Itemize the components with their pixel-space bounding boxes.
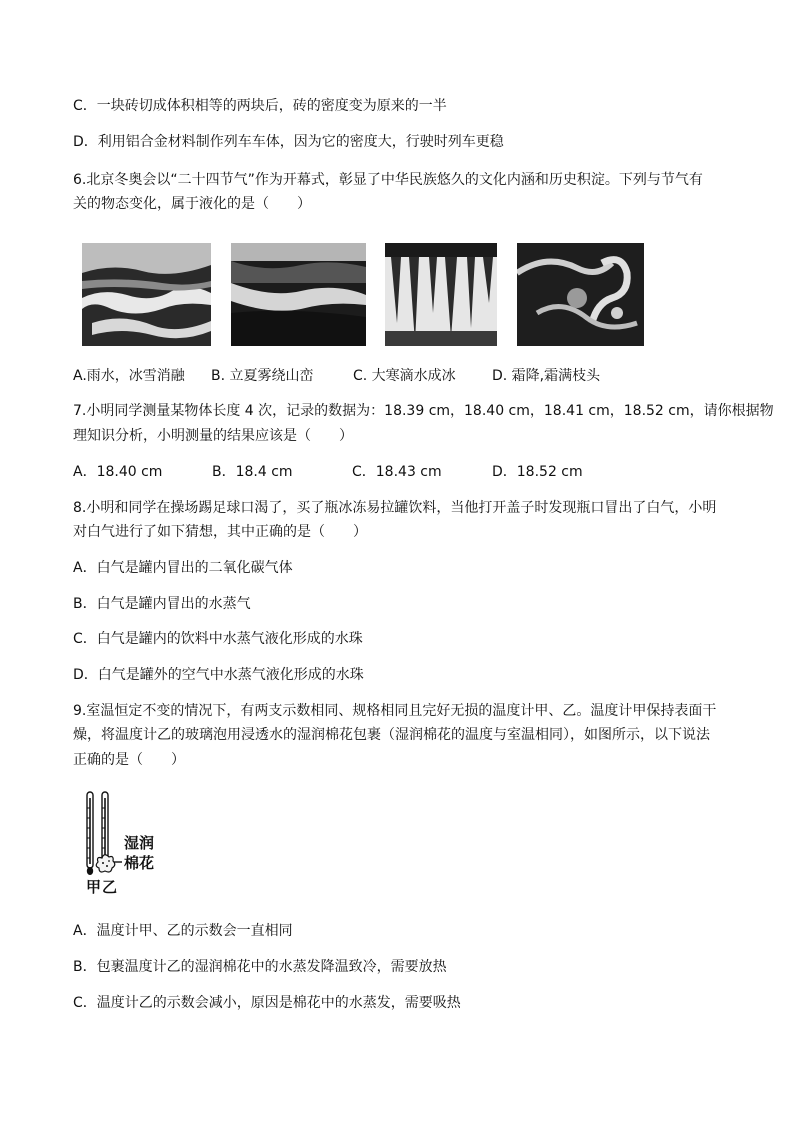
q5-option-d: D．利用铝合金材料制作列车车体，因为它的密度大，行驶时列车更稳 [73, 134, 504, 150]
q6-option-d: D. 霜降,霜满枝头 [492, 368, 601, 384]
q7-stem-line1: 7.小明同学测量某物体长度 4 次，记录的数据为：18.39 cm，18.40 cm，18.41 cm，18.52 cm，请你根据物 [73, 403, 774, 419]
q6-stem-line1: 6.北京冬奥会以“二十四节气”作为开幕式，彰显了中华民族悠久的文化内涵和历史积淀。下列与节气有 [73, 172, 703, 188]
q9-option-c: C．温度计乙的示数会减小，原因是棉花中的水蒸发，需要吸热 [73, 995, 461, 1011]
q6-option-b: B. 立夏雾绕山峦 [211, 368, 314, 384]
q7-stem-line2: 理知识分析，小明测量的结果应该是（ ） [73, 428, 353, 444]
q7-option-d: D．18.52 cm [492, 464, 583, 480]
q6-image-a-snow-melt [82, 243, 211, 346]
q8-option-c: C．白气是罐内的饮料中水蒸气液化形成的水珠 [73, 631, 363, 647]
label-wet: 湿润 [124, 834, 155, 852]
q8-stem-line2: 对白气进行了如下猜想，其中正确的是（ ） [73, 524, 367, 540]
q7-option-a: A．18.40 cm [73, 464, 163, 480]
thermometer-yi [102, 792, 108, 864]
q9-option-b: B．包裹温度计乙的湿润棉花中的水蒸发降温致冷，需要放热 [73, 959, 447, 975]
q5-option-c: C．一块砖切成体积相等的两块后，砖的密度变为原来的一半 [73, 98, 447, 114]
q7-option-b: B．18.4 cm [212, 464, 293, 480]
q6-stem-line2: 关的物态变化，属于液化的是（ ） [73, 196, 311, 212]
q6-image-d-frost-branches [517, 243, 644, 346]
q6-image-c-icicles [385, 243, 497, 346]
q9-stem-line3: 正确的是（ ） [73, 752, 185, 768]
q8-option-b: B．白气是罐内冒出的水蒸气 [73, 596, 251, 612]
q6-option-a: A.雨水，冰雪消融 [73, 368, 185, 384]
q6-option-c: C. 大寒滴水成冰 [353, 368, 456, 384]
q9-thermometer-figure [84, 788, 164, 896]
wet-cotton [96, 855, 115, 872]
q9-stem-line1: 9.室温恒定不变的情况下，有两支示数相同、规格相同且完好无损的温度计甲、乙。温度计甲保持表面干 [73, 703, 717, 719]
q7-option-c: C．18.43 cm [352, 464, 442, 480]
q6-image-b-fog-mountains [231, 243, 366, 346]
q9-option-a: A．温度计甲、乙的示数会一直相同 [73, 923, 293, 939]
q8-stem-line1: 8.小明和同学在操场踢足球口渴了，买了瓶冰冻易拉罐饮料，当他打开盖子时发现瓶口冒出了白气，小明 [73, 500, 717, 516]
label-cotton: 棉花 [124, 854, 155, 872]
q8-option-a: A．白气是罐内冒出的二氧化碳气体 [73, 560, 293, 576]
label-yi: 乙 [102, 878, 118, 896]
thermometer-jia [87, 792, 93, 875]
label-jia: 甲 [86, 878, 102, 896]
q9-stem-line2: 燥，将温度计乙的玻璃泡用浸透水的湿润棉花包裹（湿润棉花的温度与室温相同），如图所示，以下说法 [73, 727, 710, 743]
q6-options-row [73, 366, 633, 386]
q8-option-d: D．白气是罐外的空气中水蒸气液化形成的水珠 [73, 667, 364, 683]
q7-options-row [73, 462, 633, 482]
